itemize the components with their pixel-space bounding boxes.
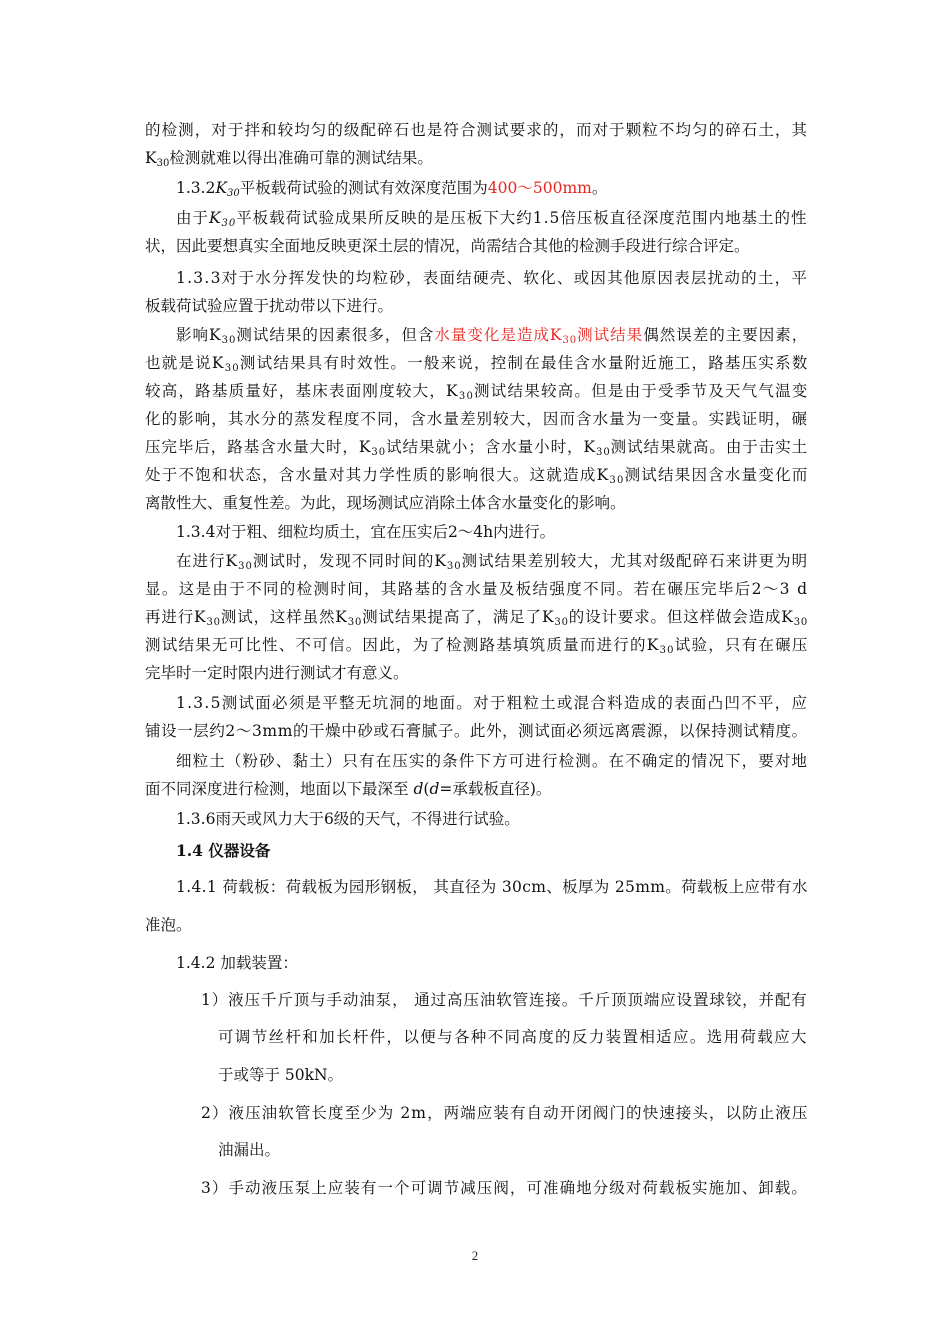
text-line	[145, 296, 393, 316]
text-run: K	[215, 179, 228, 197]
text-run: 测试结果就高。由于击实土	[610, 438, 809, 456]
text-run: 1.4 仪器设备	[176, 841, 271, 860]
text-line	[176, 809, 520, 829]
text-run: 1.3.3对于水分挥发快的均粒砂，表面结硬壳、软化、或因其他原因表层扰动的土，平	[176, 269, 809, 287]
text-run: 水量变化是造成K	[434, 326, 563, 344]
text-run: 30	[659, 645, 675, 656]
text-line	[176, 325, 808, 348]
text-run: 偶然误差的主要因素，	[643, 326, 809, 344]
text-run: 试结果就小；含水量小时，K	[386, 438, 597, 456]
text-run: 测试结果较高。但是由于受季节及天气气温变	[474, 382, 809, 400]
text-line	[145, 437, 808, 460]
text-line	[145, 721, 808, 741]
text-run: 30	[224, 363, 240, 374]
text-run: 400～500mm	[487, 179, 592, 197]
text-line	[201, 1103, 808, 1123]
text-run: 于或等于 50kN。	[218, 1066, 344, 1084]
text-line	[145, 353, 809, 376]
text-run: 测试结果提高了，满足了K	[362, 608, 555, 626]
text-run: 30	[238, 561, 253, 572]
text-line	[145, 779, 551, 799]
text-run: 再进行K	[145, 608, 207, 626]
text-run: 测试结果因含水量变化而	[624, 466, 809, 484]
text-run: 30	[347, 617, 363, 628]
text-run: K	[145, 149, 157, 167]
text-line	[218, 1027, 808, 1047]
text-line	[176, 877, 808, 897]
text-run: 平板载荷试验的测试有效深度范围为	[239, 179, 488, 197]
text-run: 也就是说K	[145, 354, 225, 372]
text-line	[201, 1178, 808, 1198]
text-run: 测试结果差别较大，尤其对级配碎石来讲更为明	[461, 552, 809, 570]
text-line	[145, 381, 809, 404]
text-run: 30	[221, 218, 237, 229]
text-run: 油漏出。	[218, 1141, 281, 1159]
text-run: 30	[609, 475, 625, 486]
text-run: 检测就难以得出准确可靠的测试结果。	[169, 149, 433, 167]
text-run: (	[423, 780, 430, 798]
text-run: 30	[156, 158, 170, 169]
text-run: d	[413, 780, 424, 798]
text-run: 测试，这样虽然K	[220, 608, 348, 626]
text-run: d	[429, 780, 440, 798]
text-run: 30	[206, 617, 221, 628]
text-line	[218, 1140, 280, 1160]
text-run: 测试结果的因素很多，但含	[236, 326, 435, 344]
text-line	[145, 607, 808, 630]
text-run: 2）液压油软管长度至少为 2m，两端应装有自动开闭阀门的快速接头，以防止液压	[201, 1104, 809, 1122]
text-line	[218, 1065, 343, 1085]
text-run: 在进行K	[176, 552, 239, 570]
text-run: 30	[562, 335, 578, 346]
text-line	[145, 465, 809, 488]
text-run: 1）液压千斤顶与手动油泵， 通过高压油软管连接。千斤顶顶端应设置球铰，并配有	[201, 991, 808, 1009]
page-number: 2	[471, 1248, 479, 1263]
text-run: 30	[221, 335, 237, 346]
text-line	[176, 751, 808, 771]
text-run: 铺设一层约2～3mm的干燥中砂或石膏腻子。此外，测试面必须远离震源，以保持测试精度。	[145, 722, 808, 740]
text-run: 离散性大、重复性差。为此，现场测试应消除土体含水量变化的影响。	[145, 494, 626, 512]
text-run: 测试结果具有时效性。一般来说，控制在最佳含水量附近施工，路基压实系数	[239, 354, 809, 372]
text-line	[176, 268, 808, 288]
text-run: 准泡。	[145, 916, 192, 934]
text-line	[145, 120, 808, 140]
text-run: 30	[793, 617, 809, 628]
text-line	[176, 841, 270, 861]
text-run: 显。这是由于不同的检测时间，其路基的含水量及板结强度不同。若在碾压完毕后2～3 d	[145, 580, 809, 598]
text-run: 处于不饱和状态，含水量对其力学性质的影响很大。这就造成K	[145, 466, 610, 484]
text-run: 30	[227, 188, 240, 199]
text-run: 较高，路基质量好，基床表面刚度较大，K	[145, 382, 459, 400]
text-run: 板载荷试验应置于扰动带以下进行。	[145, 297, 394, 315]
text-line	[176, 208, 807, 231]
text-line	[145, 236, 750, 256]
text-run: 可调节丝杆和加长杆件，以便与各种不同高度的反力装置相适应。选用荷载应大	[218, 1028, 808, 1046]
text-line	[176, 178, 607, 201]
text-run: 30	[596, 447, 611, 458]
text-run: 状，因此要想真实全面地反映更深土层的情况，尚需结合其他的检测手段进行综合评定。	[145, 237, 750, 255]
text-run: 细粒土（粉砂、黏土）只有在压实的条件下方可进行检测。在不确定的情况下，要对地	[176, 752, 809, 770]
text-line	[176, 693, 808, 713]
text-run: 由于	[176, 209, 209, 227]
text-run: 1.4.2 加载装置：	[176, 954, 298, 972]
text-line	[176, 953, 298, 973]
text-run: 1.4.1 荷载板：荷载板为园形钢板， 其直径为 30cm、板厚为 25mm。荷载板上应带有水	[176, 878, 808, 896]
text-run: 的设计要求。但这样做会造成K	[568, 608, 794, 626]
text-run: 30	[446, 561, 462, 572]
text-run: 测试结果	[577, 326, 644, 344]
text-run: 试验，只有在碾压	[674, 636, 809, 654]
text-run: 。	[591, 179, 608, 197]
text-line	[201, 990, 808, 1010]
text-run: 面不同深度进行检测，地面以下最深至	[145, 780, 414, 798]
text-line	[145, 148, 433, 171]
text-run: 化的影响，其水分的蒸发程度不同，含水量差别较大，因而含水量为一变量。实践证明，碾	[145, 410, 809, 428]
text-run: 的检测，对于拌和较均匀的级配碎石也是符合测试要求的，而对于颗粒不均匀的碎石土，其	[145, 121, 809, 139]
text-line	[145, 635, 809, 658]
text-run: 30	[458, 391, 475, 402]
text-run: =承载板直径)。	[439, 780, 552, 798]
text-run: 3）手动液压泵上应装有一个可调节减压阀，可准确地分级对荷载板实施加、卸载。	[201, 1179, 808, 1197]
text-run: 30	[371, 447, 387, 458]
text-line	[145, 409, 808, 429]
text-line	[176, 551, 808, 574]
text-line	[176, 522, 555, 542]
text-run: 1.3.4对于粗、细粒均质土，宜在压实后2～4h内进行。	[176, 523, 556, 541]
text-run: 1.3.6雨天或风力大于6级的天气，不得进行试验。	[176, 810, 520, 828]
text-run: 1.3.5测试面必须是平整无坑洞的地面。对于粗粒土或混合料造成的表面凸凹不平，应	[176, 694, 809, 712]
text-line	[145, 493, 626, 513]
text-line	[145, 663, 409, 683]
text-run: 影响K	[176, 326, 222, 344]
text-run: 完毕时一定时限内进行测试才有意义。	[145, 664, 409, 682]
text-line	[145, 579, 808, 599]
text-run: 30	[554, 617, 569, 628]
text-run: K	[208, 209, 222, 227]
text-run: 测试时，发现不同时间的K	[252, 552, 447, 570]
text-line	[145, 915, 192, 935]
text-run: 平板载荷试验成果所反映的是压板下大约1.5倍压板直径深度范围内地基土的性	[236, 209, 808, 227]
text-run: 1.3.2	[176, 179, 216, 197]
text-run: 压完毕后，路基含水量大时，K	[145, 438, 372, 456]
text-run: 测试结果无可比性、不可信。因此，为了检测路基填筑质量而进行的K	[145, 636, 660, 654]
